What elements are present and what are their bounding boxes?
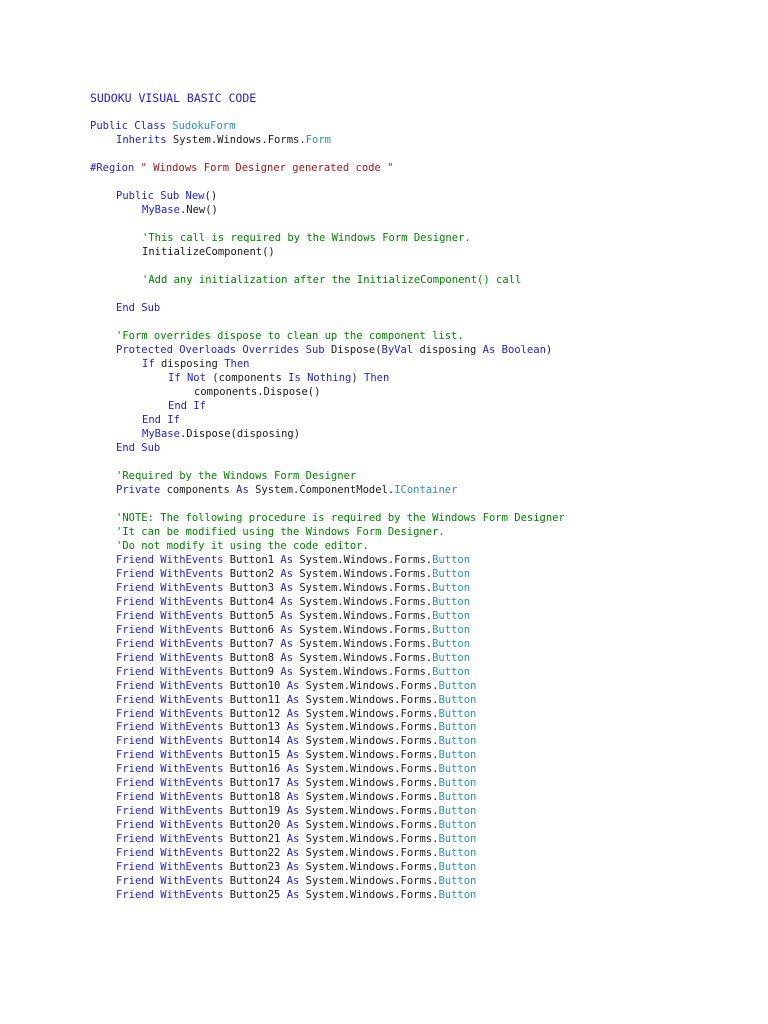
code-token: () <box>204 190 218 202</box>
code-token: Private <box>116 484 161 496</box>
code-token: System.Windows.Forms. <box>305 763 439 775</box>
code-token: Public Class <box>90 120 173 132</box>
code-token: End If <box>142 414 180 426</box>
code-token: Button <box>438 777 477 789</box>
code-token: Button19 <box>229 805 287 817</box>
code-token: System.Windows.Forms. <box>305 777 439 789</box>
code-token: Button20 <box>229 819 287 831</box>
code-token: System.Windows.Forms. <box>299 638 433 650</box>
code-token: As <box>280 568 300 580</box>
code-token: System.Windows.Forms. <box>305 791 439 803</box>
code-line <box>142 203 218 217</box>
code-token: As <box>280 554 300 566</box>
code-token: As <box>286 875 306 887</box>
code-token: disposing <box>154 358 225 370</box>
code-token: Form <box>305 134 331 146</box>
code-token: SudokuForm <box>172 120 236 132</box>
code-token: Button24 <box>229 875 287 887</box>
code-token: IContainer <box>394 484 458 496</box>
code-token: 'This call is required by the Windows Form Designer. <box>142 232 471 244</box>
code-line <box>116 469 356 483</box>
code-token: Button1 <box>229 554 281 566</box>
code-token: As <box>236 484 249 496</box>
code-token: Button <box>438 805 477 817</box>
code-token: System.Windows.Forms. <box>305 847 439 859</box>
code-token: InitializeComponent() <box>142 246 275 258</box>
code-token: System.Windows.Forms. <box>305 721 439 733</box>
code-token: Friend WithEvents <box>116 833 230 845</box>
code-token: Button12 <box>229 708 287 720</box>
code-line <box>116 860 476 874</box>
code-token: 'It can be modified using the Windows Form Designer. <box>116 526 445 538</box>
code-token: System.ComponentModel. <box>248 484 395 496</box>
code-token: Friend WithEvents <box>116 694 230 706</box>
code-line <box>116 665 470 679</box>
code-token: System.Windows.Forms. <box>299 610 433 622</box>
code-line <box>116 567 470 581</box>
code-line <box>116 651 470 665</box>
code-token: As <box>286 735 306 747</box>
code-line <box>116 790 476 804</box>
code-line <box>116 707 476 721</box>
code-token: Button7 <box>229 638 281 650</box>
code-token: System.Windows.Forms. <box>299 582 433 594</box>
code-token: If Not <box>168 372 206 384</box>
code-token: Button <box>438 749 477 761</box>
code-line <box>142 245 275 259</box>
code-token: Friend WithEvents <box>116 568 230 580</box>
code-line <box>142 273 521 287</box>
code-token: As <box>286 847 306 859</box>
code-line <box>116 776 476 790</box>
code-token: Friend WithEvents <box>116 875 230 887</box>
code-token: Dispose( <box>330 344 382 356</box>
code-token: Friend WithEvents <box>116 791 230 803</box>
code-line <box>116 189 217 203</box>
code-token: As <box>280 596 300 608</box>
code-token: Button <box>438 791 477 803</box>
code-token: 'Required by the Windows Form Designer <box>116 470 357 482</box>
code-line <box>116 679 476 693</box>
code-token: As <box>286 763 306 775</box>
code-token: As <box>286 694 306 706</box>
code-line <box>116 581 470 595</box>
code-line <box>116 748 476 762</box>
code-line <box>116 525 445 539</box>
code-line <box>90 161 393 175</box>
code-token: (components <box>205 372 289 384</box>
code-token: Friend WithEvents <box>116 554 230 566</box>
code-token: System.Windows.Forms. <box>305 749 439 761</box>
code-token: .Dispose(disposing) <box>179 428 301 440</box>
code-token: Friend WithEvents <box>116 666 230 678</box>
code-token: End Sub <box>116 302 161 314</box>
code-token: Button9 <box>229 666 281 678</box>
code-line <box>116 553 470 567</box>
code-token: As <box>286 833 306 845</box>
code-token: As <box>286 861 306 873</box>
code-token: Button18 <box>229 791 287 803</box>
code-token: As <box>280 652 300 664</box>
code-line <box>116 874 476 888</box>
code-line <box>116 441 160 455</box>
code-token: System.Windows.Forms. <box>299 568 433 580</box>
code-token: Then <box>364 372 390 384</box>
code-token: System.Windows.Forms. <box>305 875 439 887</box>
code-token: Button <box>432 638 471 650</box>
code-token: Button13 <box>229 721 287 733</box>
code-token: As <box>280 610 300 622</box>
code-token: System.Windows.Forms. <box>299 652 433 664</box>
code-token: Button <box>432 568 471 580</box>
code-token: Button <box>432 666 471 678</box>
code-line <box>116 329 464 343</box>
code-token: Button <box>438 763 477 775</box>
code-line <box>168 399 206 413</box>
code-token: Friend WithEvents <box>116 624 230 636</box>
code-token: End Sub <box>116 442 161 454</box>
code-token: Button <box>432 582 471 594</box>
code-token: 'Add any initialization after the InitializeComponent() call <box>142 274 522 286</box>
code-token: 'Do not modify it using the code editor. <box>116 540 369 552</box>
code-token: ) <box>351 372 364 384</box>
code-line <box>142 231 471 245</box>
code-token: End If <box>168 400 206 412</box>
code-line <box>116 637 470 651</box>
code-token: Button <box>438 861 477 873</box>
code-token: Button <box>438 694 477 706</box>
code-token: Button16 <box>229 763 287 775</box>
code-line <box>116 539 369 553</box>
code-token: Button <box>438 721 477 733</box>
code-token: Button <box>432 624 471 636</box>
code-token: System.Windows.Forms. <box>305 861 439 873</box>
code-token: Friend WithEvents <box>116 610 230 622</box>
code-token: Protected Overloads Overrides Sub <box>116 344 331 356</box>
code-line <box>116 693 476 707</box>
code-token: Button <box>438 708 477 720</box>
code-line <box>116 720 476 734</box>
code-line <box>142 357 250 371</box>
code-token: 'Form overrides dispose to clean up the component list. <box>116 330 464 342</box>
code-token: Friend WithEvents <box>116 847 230 859</box>
code-token: Button11 <box>229 694 287 706</box>
code-token: System.Windows.Forms. <box>299 624 433 636</box>
code-token: As <box>286 791 306 803</box>
code-token: Friend WithEvents <box>116 596 230 608</box>
code-token: Button8 <box>229 652 281 664</box>
code-token: System.Windows.Forms. <box>305 805 439 817</box>
code-token: Button17 <box>229 777 287 789</box>
code-token: Button <box>432 596 471 608</box>
code-token: System.Windows.Forms. <box>299 596 433 608</box>
code-token: Button <box>432 610 471 622</box>
code-token: System.Windows.Forms. <box>299 554 433 566</box>
code-token: Button21 <box>229 833 287 845</box>
code-token: Is Nothing <box>288 372 352 384</box>
code-token: Button23 <box>229 861 287 873</box>
code-line <box>194 385 320 399</box>
code-token: As <box>286 749 306 761</box>
code-line <box>116 762 476 776</box>
code-token: As <box>286 819 306 831</box>
code-token: System.Windows.Forms. <box>305 833 439 845</box>
code-token: Button <box>438 680 477 692</box>
code-line <box>116 818 476 832</box>
code-line <box>142 427 300 441</box>
code-token: ByVal <box>381 344 414 356</box>
code-line <box>142 413 180 427</box>
code-token: System.Windows.Forms. <box>305 694 439 706</box>
code-line <box>116 734 476 748</box>
code-line <box>116 832 476 846</box>
code-token: As Boolean <box>482 344 546 356</box>
code-line <box>116 511 565 525</box>
code-token: Then <box>224 358 250 370</box>
code-token: As <box>286 777 306 789</box>
code-token: Friend WithEvents <box>116 819 230 831</box>
code-token: System.Windows.Forms. <box>305 680 439 692</box>
code-token: Friend WithEvents <box>116 638 230 650</box>
code-token: Button <box>438 875 477 887</box>
code-line <box>116 343 552 357</box>
code-token: Button15 <box>229 749 287 761</box>
code-token: System.Windows.Forms. <box>299 666 433 678</box>
code-token: Friend WithEvents <box>116 680 230 692</box>
code-token: Button <box>438 735 477 747</box>
code-token: As <box>286 721 306 733</box>
code-token: Friend WithEvents <box>116 861 230 873</box>
code-token: Button <box>438 819 477 831</box>
code-token: Friend WithEvents <box>116 735 230 747</box>
code-line <box>116 609 470 623</box>
code-token: As <box>280 582 300 594</box>
code-token: .New() <box>179 204 218 216</box>
code-line <box>116 888 476 902</box>
code-token: MyBase <box>142 428 180 440</box>
code-token: Friend WithEvents <box>116 889 230 901</box>
code-line <box>116 846 476 860</box>
code-token: Button <box>438 889 477 901</box>
code-token: Button <box>432 554 471 566</box>
code-token: Friend WithEvents <box>116 708 230 720</box>
code-line <box>116 623 470 637</box>
code-token: Button10 <box>229 680 287 692</box>
code-token: Friend WithEvents <box>116 582 230 594</box>
code-line <box>90 119 235 133</box>
code-token: Friend WithEvents <box>116 777 230 789</box>
code-token: Button3 <box>229 582 281 594</box>
code-token: As <box>280 624 300 636</box>
code-token: As <box>280 666 300 678</box>
code-token: System.Windows.Forms. <box>305 735 439 747</box>
code-token: Button <box>438 847 477 859</box>
code-token: As <box>286 805 306 817</box>
code-line <box>116 804 476 818</box>
code-token: System.Windows.Forms. <box>305 819 439 831</box>
code-line <box>116 133 331 147</box>
code-line <box>168 371 389 385</box>
code-token: #Region <box>90 162 141 174</box>
code-token: MyBase <box>142 204 180 216</box>
code-token: As <box>286 889 306 901</box>
code-token: Button <box>432 652 471 664</box>
code-token: Button22 <box>229 847 287 859</box>
code-token: Friend WithEvents <box>116 805 230 817</box>
code-token: Button25 <box>229 889 287 901</box>
code-token: ) <box>545 344 553 356</box>
code-token: Friend WithEvents <box>116 749 230 761</box>
code-token: " Windows Form Designer generated code " <box>140 162 394 174</box>
code-token: Button14 <box>229 735 287 747</box>
code-token: System.Windows.Forms. <box>172 134 306 146</box>
code-token: disposing <box>413 344 483 356</box>
code-token: Button2 <box>229 568 281 580</box>
code-token: Button <box>438 833 477 845</box>
code-token: Button4 <box>229 596 281 608</box>
code-token: components.Dispose() <box>194 386 321 398</box>
code-line <box>116 595 470 609</box>
code-token: As <box>286 708 306 720</box>
code-token: Friend WithEvents <box>116 652 230 664</box>
code-token: components <box>160 484 237 496</box>
code-token: Friend WithEvents <box>116 763 230 775</box>
code-token: As <box>280 638 300 650</box>
code-token: Button5 <box>229 610 281 622</box>
code-token: Inherits <box>116 134 173 146</box>
document-title <box>90 91 256 105</box>
code-token: Public Sub New <box>116 190 205 202</box>
code-token: System.Windows.Forms. <box>305 708 439 720</box>
code-line <box>116 483 457 497</box>
code-token: If <box>142 358 155 370</box>
code-line <box>116 301 160 315</box>
code-token: 'NOTE: The following procedure is required by the Windows Form Designer <box>116 512 565 524</box>
code-token: Button6 <box>229 624 281 636</box>
code-token: Friend WithEvents <box>116 721 230 733</box>
code-token: SUDOKU VISUAL BASIC CODE <box>90 91 257 105</box>
code-token: As <box>286 680 306 692</box>
code-token: System.Windows.Forms. <box>305 889 439 901</box>
